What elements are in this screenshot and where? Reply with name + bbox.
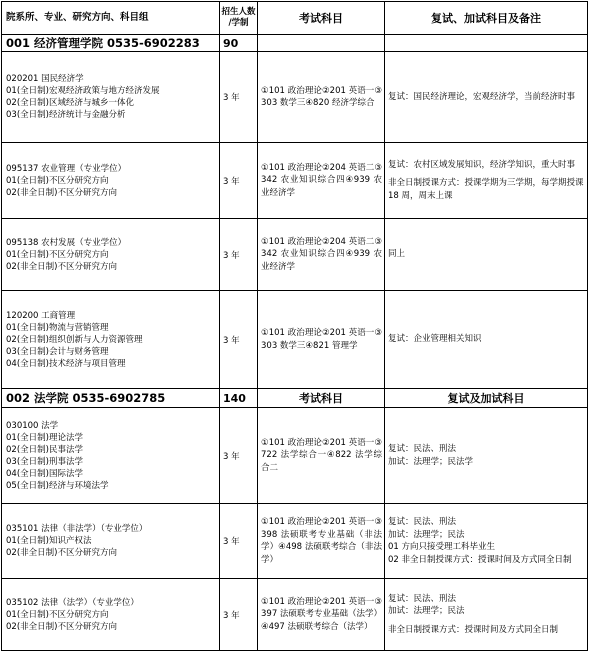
table-row <box>2 143 588 219</box>
notes-cell <box>385 52 588 143</box>
header-quota <box>220 2 258 35</box>
program-line: 01(全日制)物流与营销管理 <box>6 322 109 333</box>
header-quota-line2: /学制 <box>228 18 249 28</box>
note-text: 01 方向只接受理工科毕业生 <box>388 542 496 552</box>
program-line: 02(全日制)区域经济与城乡一体化 <box>6 98 134 108</box>
program-line: 05(全日制)经济与环境法学 <box>6 480 109 491</box>
table-row <box>2 219 588 291</box>
table-row <box>2 52 588 143</box>
duration-cell: 3 年 <box>220 143 258 219</box>
program-line: 02(非全日制)不区分研究方向 <box>6 548 117 558</box>
notes-cell: 复试：企业管理相关知识 <box>385 291 588 389</box>
program-line: 02(全日制)组织创新与人力资源管理 <box>6 334 143 345</box>
program-line: 120200 工商管理 <box>6 310 76 321</box>
program-line: 01(全日制)理论法学 <box>6 432 83 443</box>
exam-subjects-cell: ①101 政治理论②204 英语二③342 农业知识综合四④939 农业经济学 <box>258 143 385 219</box>
program-line: 01(全日制)不区分研究方向 <box>6 175 109 186</box>
section-header-exam: 考试科目 <box>258 389 385 408</box>
duration-cell: 3 年 <box>220 219 258 291</box>
exam-subjects-cell: ①101 政治理论②204 英语二③342 农业知识综合四④939 农业经济学 <box>258 219 385 291</box>
program-line: 01(全日制)宏观经济政策与地方经济发展 <box>6 86 160 96</box>
table-row <box>2 579 588 651</box>
header-quota-line1: 招生人数 <box>221 7 256 17</box>
note-text: 02 非全日制授课方式：授课时间及方式同全日制 <box>388 554 572 565</box>
duration-cell: 3 年 <box>220 408 258 504</box>
program-line: 02(非全日制)不区分研究方向 <box>6 261 117 272</box>
section-quota: 140 <box>220 389 258 408</box>
program-line: 02(全日制)民事法学 <box>6 444 83 455</box>
program-line: 030100 法学 <box>6 420 59 431</box>
table-row <box>2 504 588 579</box>
notes-cell <box>385 408 588 504</box>
header-exam: 考试科目 <box>258 2 385 35</box>
admissions-table <box>1 1 588 651</box>
table-header-row <box>2 2 588 35</box>
note-text: 复试：国民经济理论，宏观经济学，当前经济时事 <box>388 91 576 102</box>
table-row <box>2 408 588 504</box>
section-title: 001 经济管理学院 0535-6902283 <box>2 35 220 52</box>
note-text: 复试：民法、刑法 <box>388 593 457 604</box>
exam-subjects-cell: ①101 政治理论②201 英语一③397 法硕联考专业基础（法学）④497 法硕联考综合（法学） <box>258 579 385 651</box>
section-quota: 90 <box>220 35 258 52</box>
header-notes: 复试、加试科目及备注 <box>385 2 588 35</box>
program-line: 03(全日制)经济统计与金融分析 <box>6 110 126 120</box>
notes-cell <box>385 504 588 579</box>
program-line: 03(全日制)刑事法学 <box>6 456 83 467</box>
program-line: 095138 农村发展（专业学位） <box>6 237 127 248</box>
note-text: 非全日制授课方式：授课学期为三学期，每学期授课 18 周，周末上课 <box>388 178 584 201</box>
program-line: 01(全日制)不区分研究方向 <box>6 609 109 620</box>
program-line: 04(全日制)技术经济与项目管理 <box>6 358 126 369</box>
section-row-law <box>2 389 588 408</box>
note-text: 复试：农村区域发展知识，经济学知识，重大时事 <box>388 159 576 170</box>
program-cell <box>2 52 220 143</box>
program-line: 020201 国民经济学 <box>6 74 84 84</box>
duration-cell: 3 年 <box>220 291 258 389</box>
note-text: 加试：法理学；民法 <box>388 529 465 540</box>
note-text: 复试：民法、刑法 <box>388 517 457 527</box>
note-text: 复试：民法、刑法 <box>388 444 457 454</box>
note-text: 非全日制授课方式：授课时间及方式同全日制 <box>388 624 559 635</box>
exam-subjects-cell: ①101 政治理论②201 英语一③398 法硕联考专业基础（非法学）④498 法硕联考综合（非法学） <box>258 504 385 579</box>
program-cell <box>2 408 220 504</box>
exam-subjects-cell: ①101 政治理论②201 英语一③722 法学综合一④822 法学综合二 <box>258 408 385 504</box>
section-row-economics <box>2 35 588 52</box>
header-program: 院系所、专业、研究方向、科目组 <box>2 2 220 35</box>
program-cell <box>2 291 220 389</box>
note-text: 加试：法理学；民法 <box>388 606 465 617</box>
duration-cell: 3 年 <box>220 504 258 579</box>
duration-cell: 3 年 <box>220 579 258 651</box>
notes-cell <box>385 143 588 219</box>
duration-cell: 3 年 <box>220 52 258 143</box>
program-cell <box>2 579 220 651</box>
notes-cell: 同上 <box>385 219 588 291</box>
program-cell <box>2 219 220 291</box>
program-line: 035102 法律（法学）（专业学位） <box>6 597 139 608</box>
program-cell <box>2 504 220 579</box>
program-line: 04(全日制)国际法学 <box>6 468 83 479</box>
exam-subjects-cell: ①101 政治理论②201 英语一③303 数学三④820 经济学综合 <box>258 52 385 143</box>
program-line: 035101 法律（非法学）（专业学位） <box>6 524 148 534</box>
section-header-notes: 复试及加试科目 <box>385 389 588 408</box>
section-title: 002 法学院 0535-6902785 <box>2 389 220 408</box>
exam-subjects-cell: ①101 政治理论②201 英语一③303 数学三④821 管理学 <box>258 291 385 389</box>
empty-cell <box>385 35 588 52</box>
empty-cell <box>258 35 385 52</box>
program-line: 03(全日制)会计与财务管理 <box>6 346 109 357</box>
note-text: 加试：法理学；民法学 <box>388 456 474 467</box>
program-line: 01(全日制)不区分研究方向 <box>6 249 109 260</box>
program-line: 02(非全日制)不区分研究方向 <box>6 187 117 198</box>
table-row <box>2 291 588 389</box>
program-cell <box>2 143 220 219</box>
notes-cell <box>385 579 588 651</box>
program-line: 02(非全日制)不区分研究方向 <box>6 621 117 632</box>
program-line: 095137 农业管理（专业学位） <box>6 163 127 174</box>
program-line: 01(全日制)知识产权法 <box>6 536 92 546</box>
